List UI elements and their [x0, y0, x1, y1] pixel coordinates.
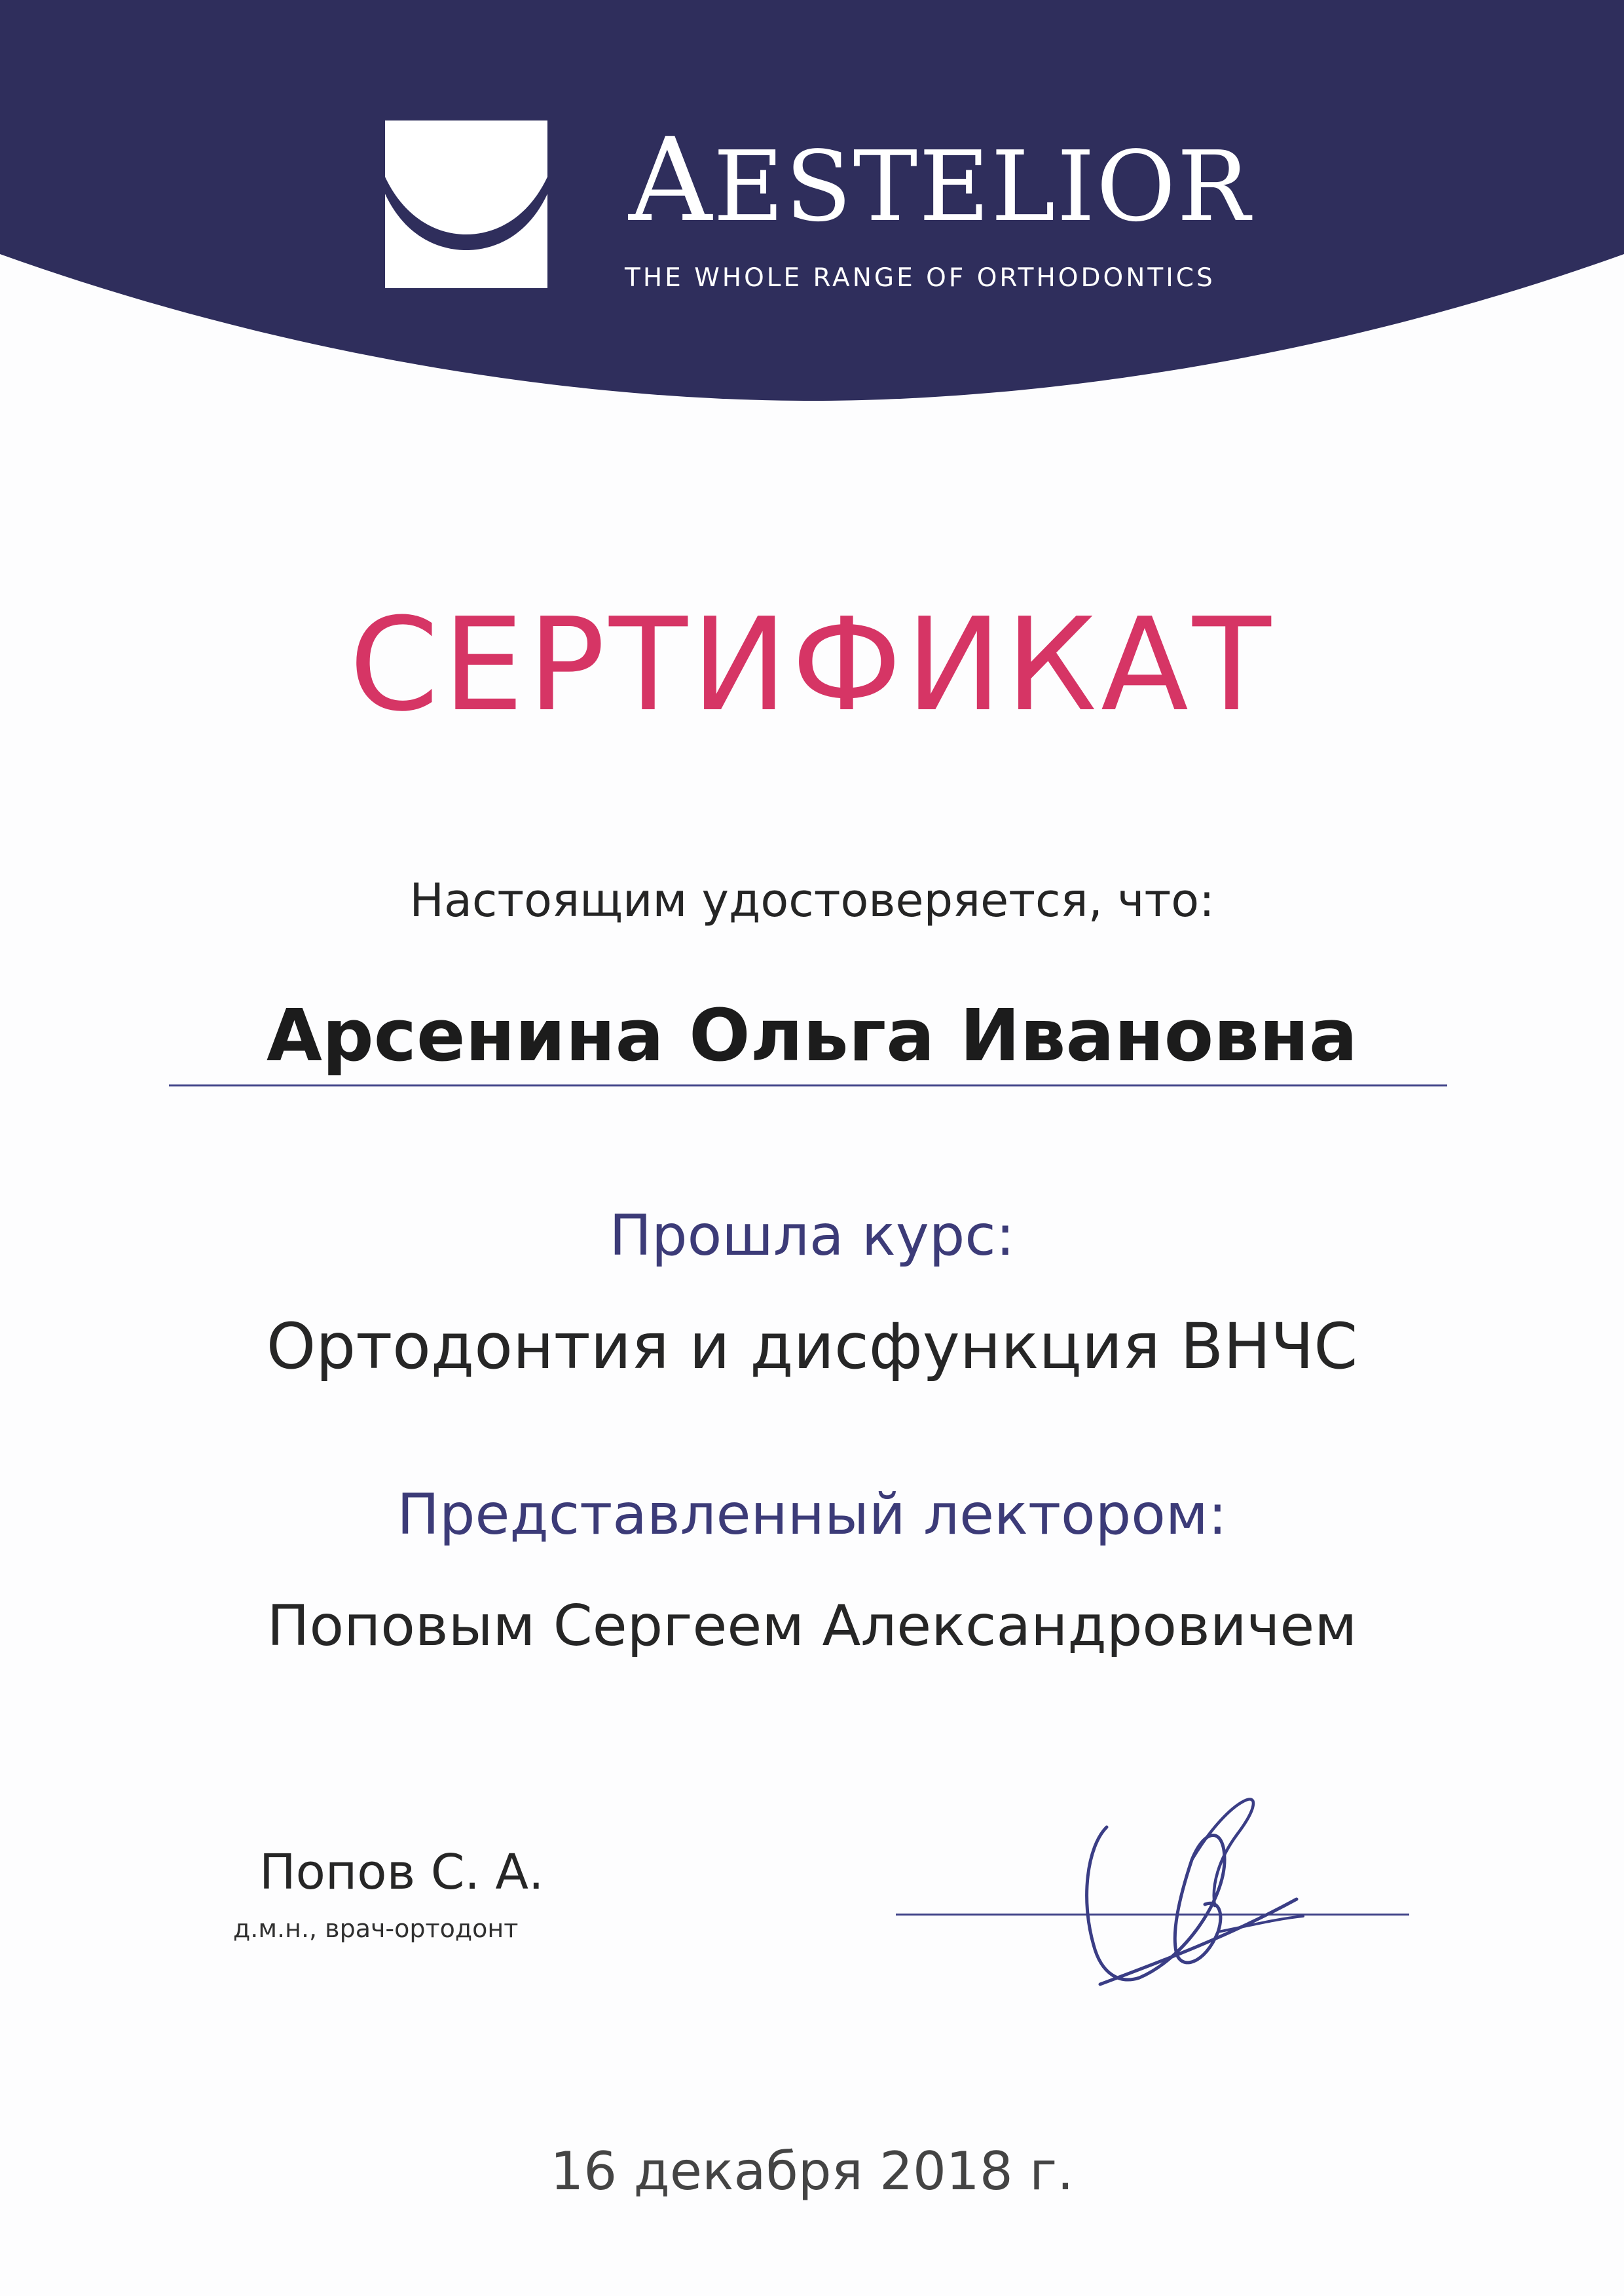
lecturer-label: Представленный лектором:	[397, 1482, 1227, 1547]
certificate-title: СЕРТИФИКАТ	[349, 591, 1275, 740]
handwritten-signature	[1061, 1788, 1310, 2010]
certificate-intro: Настоящим удостоверяется, что:	[409, 874, 1215, 927]
course-name: Ортодонтия и дисфункция ВНЧС	[266, 1310, 1358, 1383]
brand-logo-icon	[385, 120, 547, 288]
lecturer-name: Поповым Сергеем Александровичем	[267, 1593, 1357, 1659]
recipient-underline	[169, 1084, 1447, 1086]
issue-date: 16 декабря 2018 г.	[550, 2141, 1074, 2202]
recipient-name: Арсенина Ольга Ивановна	[266, 993, 1358, 1077]
course-label: Прошла курс:	[609, 1203, 1015, 1268]
signer-title: д.м.н., врач-ортодонт	[233, 1914, 519, 1943]
brand-name	[629, 113, 1257, 248]
brand-name-rest: ESTELIOR	[713, 130, 1251, 243]
signer-name: Попов С. А.	[259, 1844, 544, 1900]
brand-tagline: THE WHOLE RANGE OF ORTHODONTICS	[625, 263, 1215, 293]
brand-name-initial: A	[629, 113, 714, 248]
